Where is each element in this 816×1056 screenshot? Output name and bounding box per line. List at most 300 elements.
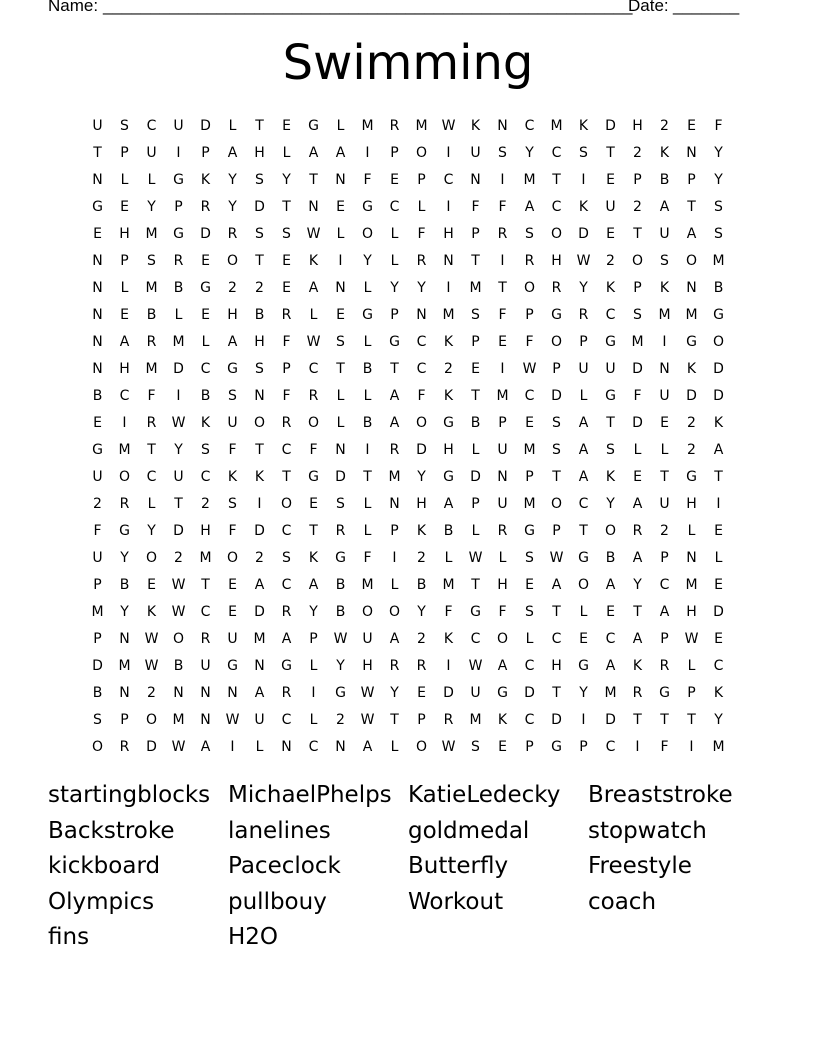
grid-letter: I [662,333,667,350]
grid-letter: M [199,549,212,566]
grid-letter: Y [147,522,156,539]
grid-letter: M [469,279,482,296]
grid-letter: O [145,711,158,728]
grid-letter: A [227,333,238,350]
grid-letter: I [635,738,640,755]
grid-letter: A [659,198,670,215]
grid-letter: Y [228,171,237,188]
grid-letter: B [92,684,103,701]
grid-letter: U [92,117,103,134]
word-list-item: H2O [228,924,279,951]
grid-letter: Y [390,279,399,296]
grid-letter: U [254,711,265,728]
grid-letter: L [282,144,291,161]
grid-letter: T [309,171,318,188]
grid-letter: H [443,441,454,458]
word-list-item: Breaststroke [588,782,733,808]
grid-letter: H [200,522,211,539]
word-list-item: KatieLedecky [408,782,561,808]
grid-letter: R [146,414,157,431]
grid-letter: D [605,711,616,728]
grid-letter: S [147,252,156,269]
grid-letter: W [360,684,375,701]
grid-letter: F [444,603,453,620]
grid-letter: C [281,576,292,593]
grid-letter: P [390,144,399,161]
grid-letter: A [362,738,373,755]
grid-letter: T [552,684,561,701]
grid-letter: E [498,333,507,350]
grid-row [84,409,734,436]
grid-letter: N [281,738,292,755]
grid-letter: A [227,144,238,161]
grid-letter: T [606,144,615,161]
grid-row [84,274,734,301]
grid-letter: L [255,738,264,755]
grid-letter: R [119,738,130,755]
word-list [48,778,768,956]
grid-letter: I [365,441,370,458]
grid-letter: M [145,279,158,296]
grid-letter: F [498,306,507,323]
grid-letter: T [606,414,615,431]
grid-letter: R [119,495,130,512]
grid-letter: S [471,306,480,323]
grid-letter: L [309,306,318,323]
grid-letter: I [176,144,181,161]
grid-letter: M [496,387,509,404]
grid-letter: P [633,171,642,188]
grid-letter: N [443,252,454,269]
word-list-item: stopwatch [588,817,707,844]
grid-letter: C [308,738,319,755]
grid-letter: L [363,522,372,539]
grid-letter: 2 [444,360,453,377]
grid-letter: C [146,468,157,485]
grid-letter: I [392,549,397,566]
grid-row [84,193,734,220]
grid-row [84,463,734,490]
grid-letter: C [200,468,211,485]
grid-letter: L [120,171,129,188]
grid-letter: K [578,117,589,134]
grid-letter: U [92,549,103,566]
grid-letter: R [281,603,292,620]
grid-letter: 2 [336,711,345,728]
grid-row [84,652,734,679]
grid-letter: N [119,684,130,701]
grid-letter: I [581,171,586,188]
word-list-item: goldmedal [408,817,530,844]
grid-letter: K [443,387,454,404]
grid-letter: U [92,468,103,485]
grid-letter: L [714,549,723,566]
grid-letter: H [443,225,454,242]
grid-letter: F [363,171,372,188]
grid-letter: U [497,495,508,512]
grid-letter: L [147,495,156,512]
grid-letter: F [417,387,426,404]
grid-letter: S [336,495,345,512]
grid-letter: D [713,360,724,377]
grid-letter: C [524,387,535,404]
grid-letter: S [282,549,291,566]
grid-letter: I [500,171,505,188]
grid-letter: I [230,738,235,755]
grid-letter: T [282,198,291,215]
grid-letter: L [660,441,669,458]
grid-letter: D [578,225,589,242]
grid-letter: N [92,360,103,377]
grid-letter: G [443,468,454,485]
grid-letter: A [686,225,697,242]
grid-letter: R [416,657,427,674]
grid-letter: I [338,252,343,269]
grid-letter: A [119,333,130,350]
grid-letter: E [606,225,615,242]
grid-letter: A [605,657,616,674]
grid-letter: O [415,738,428,755]
grid-letter: S [201,441,210,458]
grid-letter: P [120,144,129,161]
grid-letter: I [689,738,694,755]
grid-letter: T [579,522,588,539]
grid-letter: S [228,387,237,404]
grid-letter: H [119,225,130,242]
grid-letter: U [362,630,373,647]
grid-letter: P [579,738,588,755]
grid-letter: E [606,171,615,188]
word-list-item: lanelines [228,817,331,844]
grid-letter: T [255,252,264,269]
grid-letter: R [497,522,508,539]
grid-letter: A [389,630,400,647]
grid-letter: M [118,657,131,674]
grid-letter: E [336,306,345,323]
grid-letter: L [444,549,453,566]
grid-letter: Y [336,657,345,674]
letter-grid [84,112,734,760]
grid-letter: G [551,738,562,755]
grid-letter: R [632,522,643,539]
grid-letter: M [685,306,698,323]
grid-letter: Y [120,549,129,566]
grid-letter: Y [579,684,588,701]
grid-letter: C [146,117,157,134]
grid-letter: T [255,441,264,458]
grid-letter: D [92,657,103,674]
grid-letter: P [174,198,183,215]
grid-letter: C [470,630,481,647]
grid-letter: S [336,333,345,350]
grid-letter: O [253,414,266,431]
grid-letter: N [92,279,103,296]
grid-letter: E [120,306,129,323]
grid-row [84,328,734,355]
grid-letter: G [335,549,346,566]
grid-letter: E [228,576,237,593]
grid-letter: I [446,144,451,161]
grid-row [84,517,734,544]
grid-letter: C [443,171,454,188]
grid-letter: R [281,414,292,431]
grid-letter: E [228,603,237,620]
grid-letter: L [228,117,237,134]
grid-letter: E [525,414,534,431]
grid-letter: T [255,117,264,134]
grid-letter: H [119,360,130,377]
grid-letter: A [308,576,319,593]
grid-letter: R [497,225,508,242]
word-list-item: Olympics [48,888,155,915]
grid-letter: F [471,198,480,215]
grid-letter: B [335,576,346,593]
grid-letter: F [93,522,102,539]
grid-letter: B [713,279,724,296]
grid-letter: E [120,198,129,215]
grid-letter: M [685,576,698,593]
grid-letter: L [363,387,372,404]
grid-letter: B [146,306,157,323]
grid-letter: D [632,360,643,377]
grid-letter: O [145,549,158,566]
grid-letter: O [604,522,617,539]
grid-letter: S [579,144,588,161]
grid-letter: N [470,171,481,188]
grid-letter: F [147,387,156,404]
grid-letter: O [496,630,509,647]
grid-letter: K [605,279,616,296]
grid-letter: W [171,603,186,620]
grid-letter: L [174,306,183,323]
grid-letter: F [282,333,291,350]
grid-letter: U [605,198,616,215]
grid-letter: I [311,684,316,701]
grid-letter: D [443,684,454,701]
grid-letter: K [713,684,724,701]
grid-letter: Y [228,198,237,215]
grid-letter: H [254,333,265,350]
grid-letter: P [390,522,399,539]
grid-letter: G [659,684,670,701]
grid-letter: P [660,630,669,647]
grid-letter: R [173,252,184,269]
grid-letter: F [228,441,237,458]
grid-letter: Y [633,576,642,593]
grid-letter: F [498,603,507,620]
grid-letter: S [228,495,237,512]
grid-letter: O [550,333,563,350]
grid-letter: O [307,414,320,431]
grid-letter: E [606,603,615,620]
word-list-item: Butterfly [408,853,509,880]
grid-letter: F [525,333,534,350]
grid-letter: G [362,306,373,323]
grid-letter: D [254,603,265,620]
word-list-item: coach [588,888,657,915]
grid-letter: 2 [417,549,426,566]
grid-letter: O [361,225,374,242]
grid-letter: P [525,468,534,485]
grid-letter: N [659,360,670,377]
grid-letter: I [500,252,505,269]
grid-letter: A [308,144,319,161]
grid-letter: P [417,171,426,188]
grid-letter: N [335,441,346,458]
grid-letter: D [146,738,157,755]
grid-letter: E [714,630,723,647]
grid-letter: R [632,684,643,701]
grid-letter: H [686,495,697,512]
date-blank: _______ [673,0,740,15]
grid-letter: M [442,306,455,323]
grid-letter: U [200,657,211,674]
grid-letter: C [713,657,724,674]
grid-letter: C [281,441,292,458]
grid-letter: N [173,684,184,701]
grid-letter: Y [120,603,129,620]
grid-letter: T [93,144,102,161]
grid-letter: E [282,252,291,269]
grid-letter: M [523,171,536,188]
grid-letter: N [416,306,427,323]
grid-letter: U [173,468,184,485]
grid-letter: W [441,117,456,134]
grid-letter: G [470,603,481,620]
name-blank: ________________________________________________________ [103,0,633,15]
grid-letter: M [442,576,455,593]
grid-letter: Y [579,279,588,296]
grid-letter: B [416,576,427,593]
grid-letter: O [361,603,374,620]
grid-letter: O [712,333,725,350]
grid-letter: B [173,657,184,674]
grid-letter: B [362,360,373,377]
grid-letter: L [147,171,156,188]
grid-letter: R [200,198,211,215]
page-title: Swimming [282,35,534,91]
grid-letter: U [173,117,184,134]
grid-letter: K [713,414,724,431]
grid-letter: 2 [417,630,426,647]
grid-letter: L [336,387,345,404]
grid-letter: D [713,603,724,620]
grid-letter: T [390,360,399,377]
grid-letter: B [254,306,265,323]
grid-letter: N [254,387,265,404]
grid-letter: L [390,225,399,242]
grid-letter: W [171,414,186,431]
grid-letter: L [309,711,318,728]
grid-letter: C [200,360,211,377]
grid-letter: U [470,684,481,701]
grid-letter: K [497,711,508,728]
grid-letter: P [633,279,642,296]
grid-letter: S [606,441,615,458]
grid-letter: L [687,522,696,539]
grid-letter: P [525,738,534,755]
grid-letter: O [523,279,536,296]
grid-letter: D [551,711,562,728]
grid-letter: I [446,657,451,674]
grid-letter: I [365,144,370,161]
grid-letter: R [416,252,427,269]
grid-letter: M [145,360,158,377]
grid-letter: G [551,306,562,323]
grid-letter: C [119,387,130,404]
grid-letter: M [118,441,131,458]
grid-letter: L [498,549,507,566]
grid-letter: R [578,306,589,323]
grid-letter: D [524,684,535,701]
grid-letter: B [92,387,103,404]
grid-letter: C [389,198,400,215]
grid-letter: O [415,144,428,161]
grid-letter: 2 [228,279,237,296]
grid-letter: R [524,252,535,269]
grid-letter: S [552,441,561,458]
grid-letter: H [686,603,697,620]
grid-letter: N [92,333,103,350]
grid-letter: W [468,657,483,674]
grid-letter: U [227,414,238,431]
grid-letter: G [686,468,697,485]
grid-letter: W [171,576,186,593]
grid-letter: D [686,387,697,404]
grid-letter: I [122,414,127,431]
grid-letter: A [578,441,589,458]
grid-letter: W [144,630,159,647]
grid-letter: C [281,711,292,728]
grid-letter: E [714,576,723,593]
grid-letter: L [363,279,372,296]
grid-letter: G [227,657,238,674]
grid-letter: 2 [147,684,156,701]
grid-letter: Y [309,603,318,620]
grid-letter: Y [174,441,183,458]
grid-letter: O [631,252,644,269]
grid-letter: A [335,144,346,161]
grid-letter: P [120,711,129,728]
grid-letter: G [119,522,130,539]
grid-letter: A [389,387,400,404]
word-list-item: Freestyle [588,853,692,880]
grid-letter: E [633,468,642,485]
grid-letter: C [551,198,562,215]
grid-letter: G [524,522,535,539]
grid-letter: O [91,738,104,755]
grid-letter: 2 [660,522,669,539]
grid-letter: 2 [633,198,642,215]
grid-letter: G [605,387,616,404]
grid-letter: D [632,414,643,431]
grid-letter: C [605,306,616,323]
grid-letter: F [228,522,237,539]
grid-letter: T [201,576,210,593]
grid-letter: M [712,252,725,269]
grid-letter: N [92,306,103,323]
grid-letter: L [579,603,588,620]
grid-letter: T [498,279,507,296]
grid-letter: G [362,198,373,215]
grid-letter: P [471,495,480,512]
grid-letter: E [93,225,102,242]
grid-letter: F [417,225,426,242]
grid-letter: N [335,738,346,755]
grid-letter: P [471,333,480,350]
word-list-item: startingblocks [48,782,211,808]
grid-letter: E [390,171,399,188]
